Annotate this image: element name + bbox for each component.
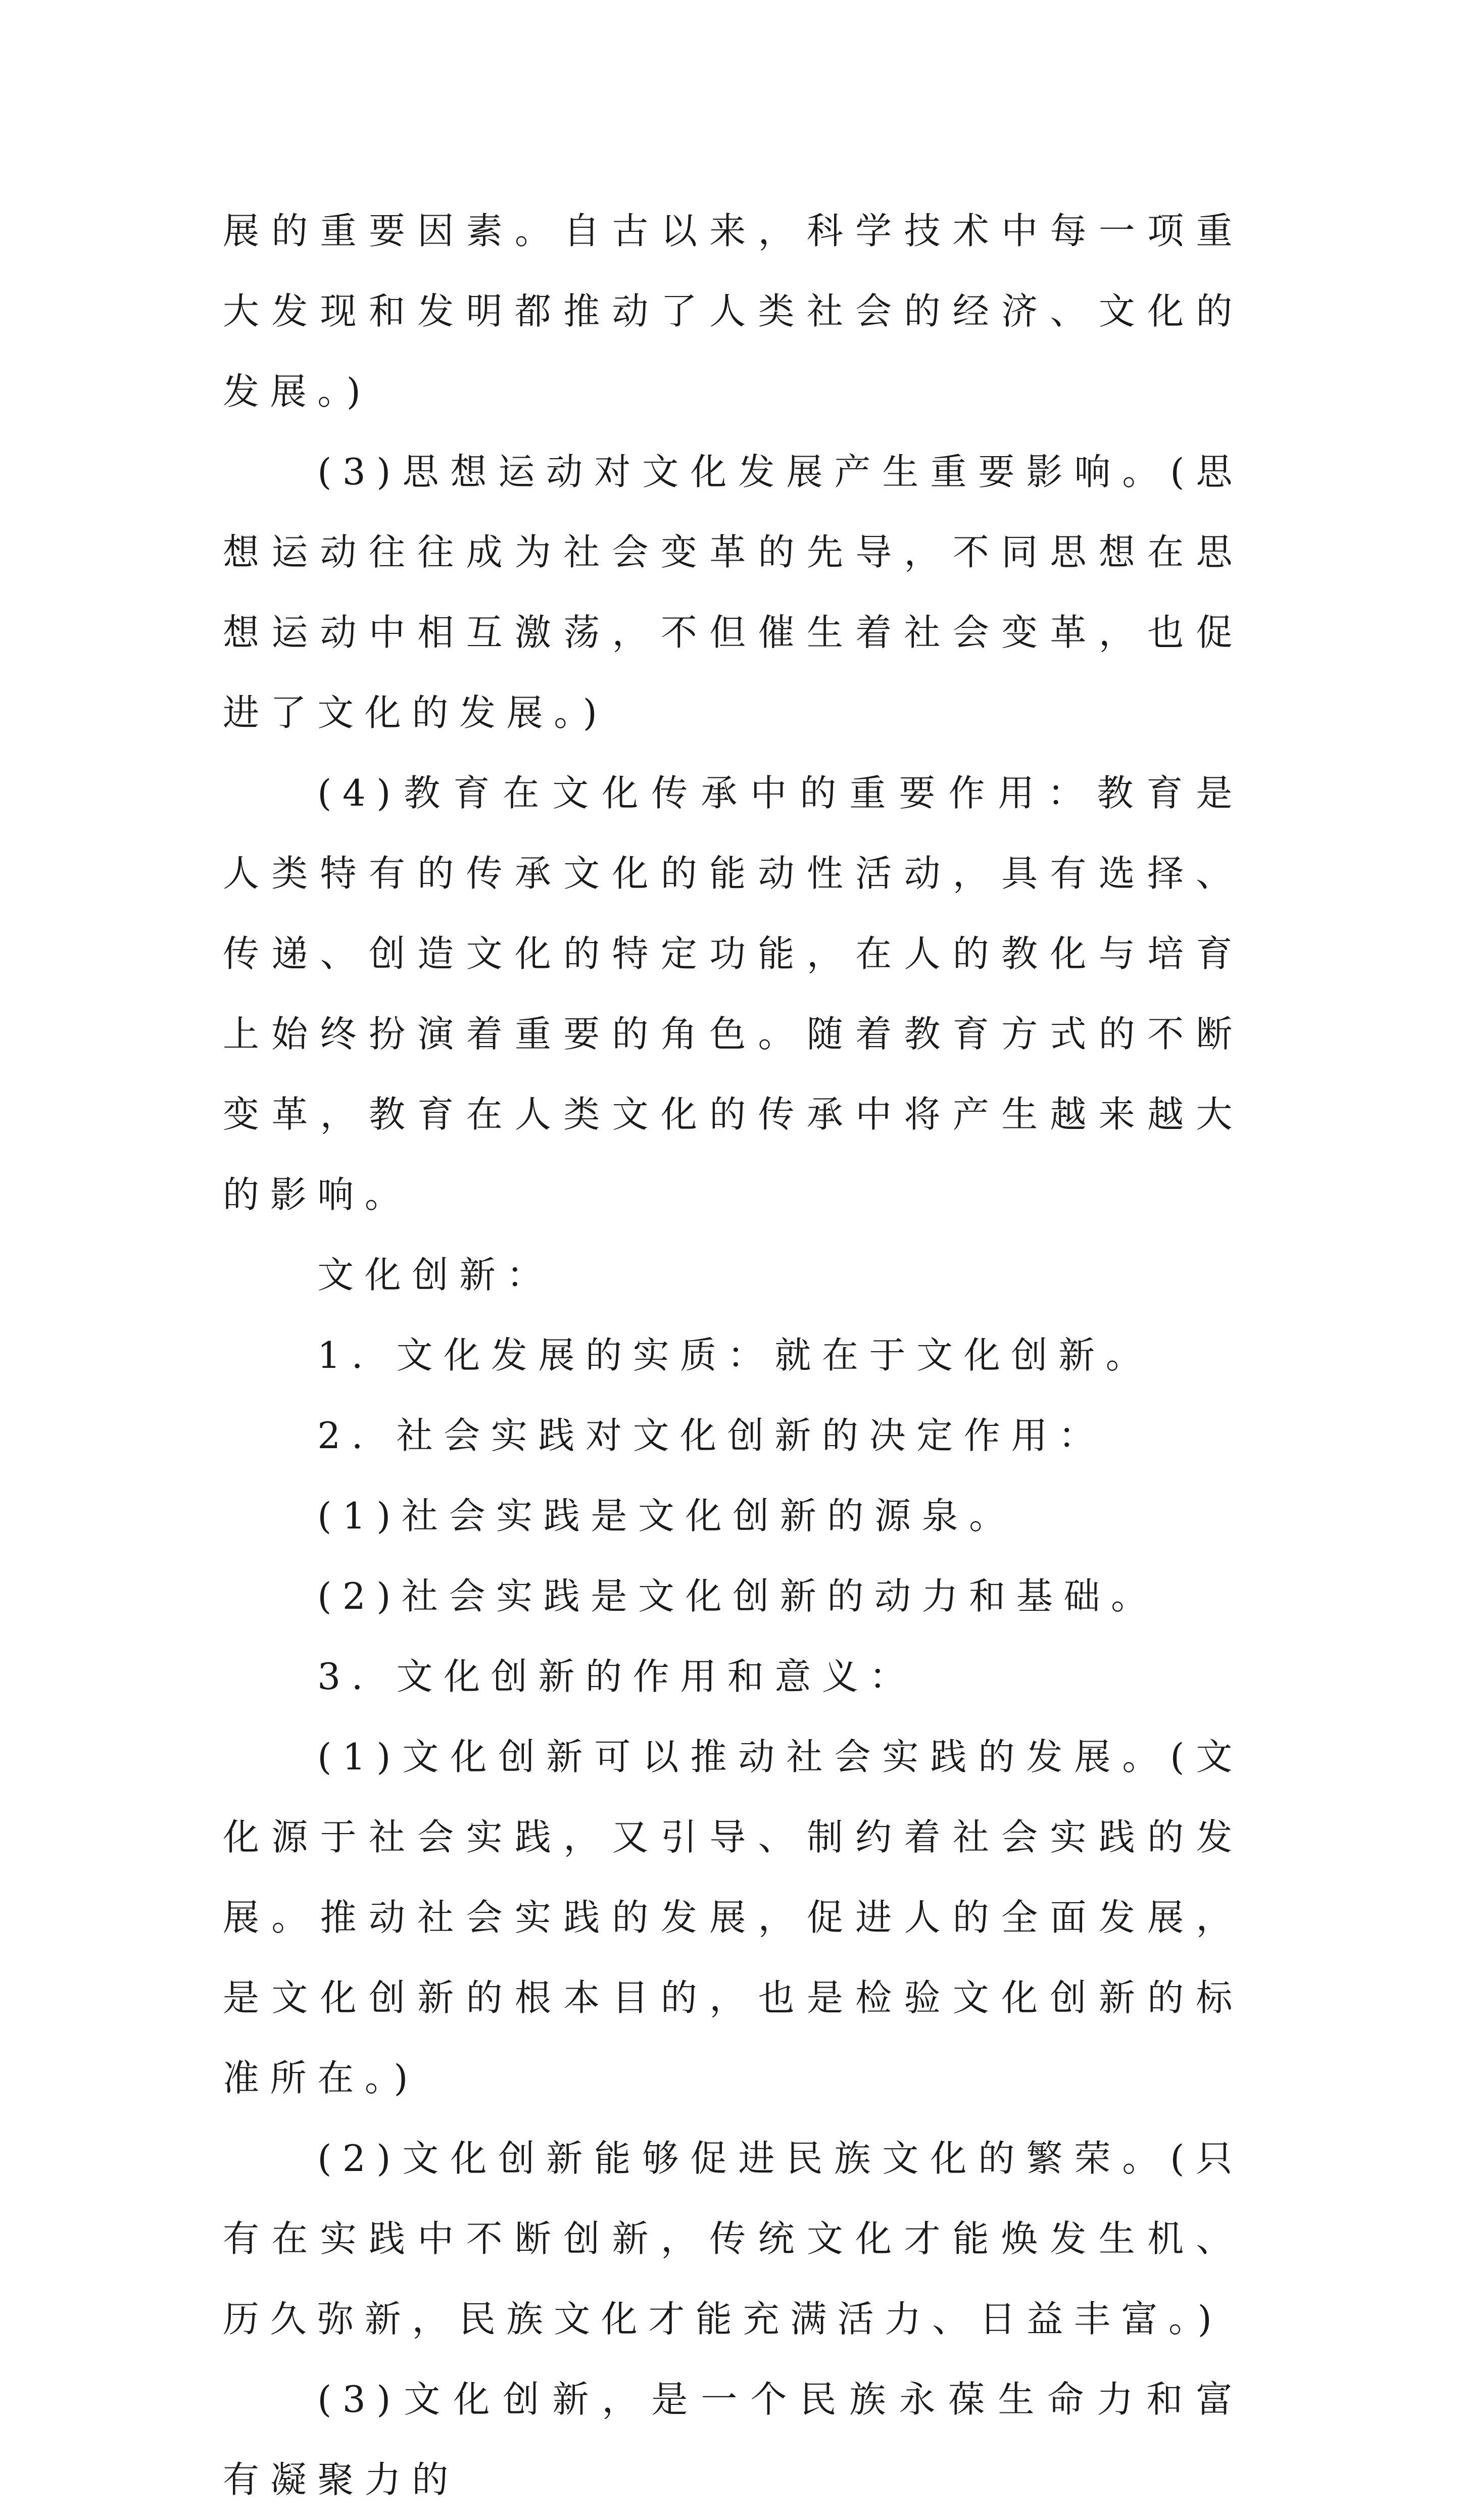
paragraph: (3)思想运动对文化发展产生重要影响。(思想运动往往成为社会变革的先导，不同思想在思想运动中相互激荡，不但催生着社会变革，也促进了文化的发展。) bbox=[223, 451, 1243, 734]
paragraph: (1)文化创新可以推动社会实践的发展。(文化源于社会实践，又引导、制约着社会实践的发展。推动社会实践的发展，促进人的全面发展，是文化创新的根本目的，也是检验文化创新的标准所在。) bbox=[223, 1736, 1243, 2099]
section-heading: 文化创新： bbox=[317, 1254, 554, 1296]
document-body bbox=[223, 191, 1243, 2520]
paragraph: (4)教育在文化传承中的重要作用：教育是人类特有的传承文化的能动性活动，具有选择、传递、创造文化的特定功能，在人的教化与培育上始终扮演着重要的角色。随着教育方式的不断变革，教育在人类文化的传承中将产生越来越大的影响。 bbox=[223, 772, 1243, 1216]
list-item: (1)社会实践是文化创新的源泉。 bbox=[317, 1495, 1016, 1537]
list-item: 2. 社会实践对文化创新的决定作用： bbox=[317, 1414, 1106, 1457]
list-item: 1. 文化发展的实质：就在于文化创新。 bbox=[317, 1334, 1153, 1376]
paragraph: (3)文化创新，是一个民族永葆生命力和富有凝聚力的 bbox=[223, 2378, 1243, 2501]
list-item: (2)社会实践是文化创新的动力和基础。 bbox=[317, 1575, 1158, 1617]
paragraph: (2)文化创新能够促进民族文化的繁荣。(只有在实践中不断创新，传统文化才能焕发生机、历久弥新，民族文化才能充满活力、日益丰富。) bbox=[223, 2137, 1243, 2340]
list-item: 3. 文化创新的作用和意义： bbox=[317, 1655, 917, 1698]
paragraph: 展的重要因素。自古以来，科学技术中每一项重大发现和发明都推动了人类社会的经济、文化的发展。) bbox=[223, 210, 1243, 413]
